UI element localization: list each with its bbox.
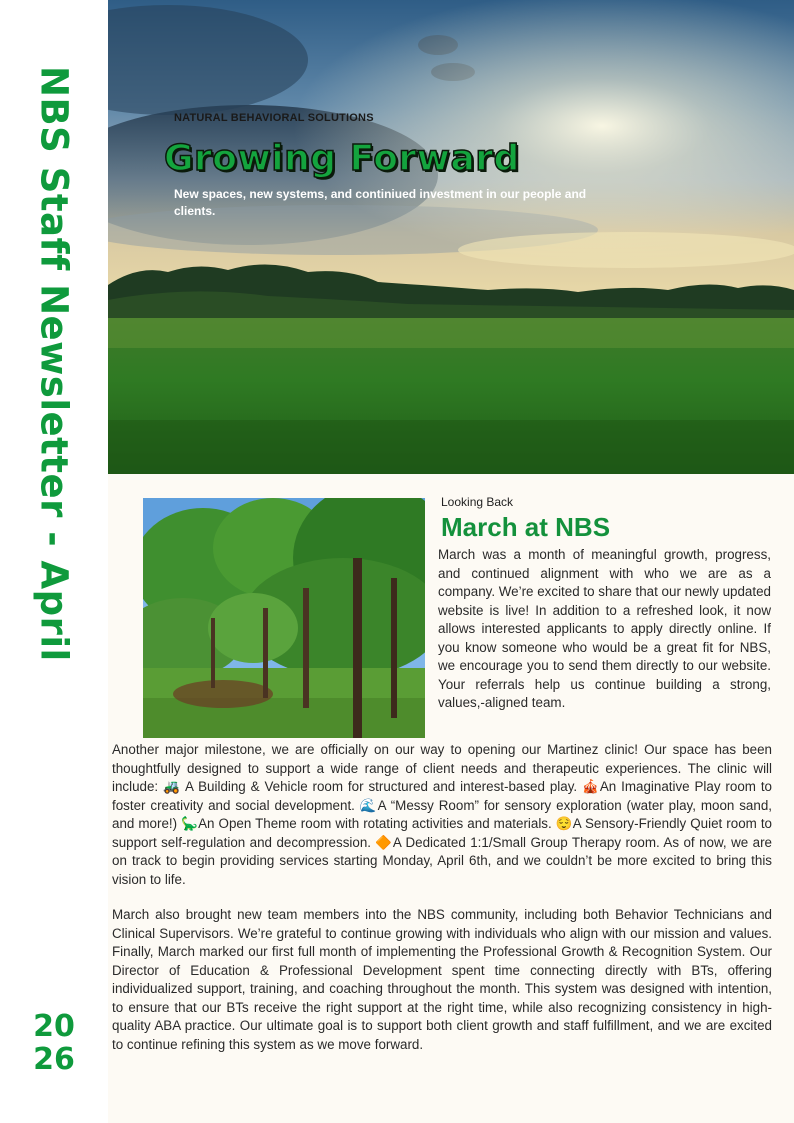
newsletter-vertical-title: NBS Staff Newsletter - April [32, 66, 76, 662]
article-section [108, 474, 794, 1123]
year-line-2: 26 [33, 1042, 75, 1077]
organization-name: NATURAL BEHAVIORAL SOLUTIONS [174, 112, 374, 124]
year-line-1: 20 [33, 1009, 75, 1044]
article-kicker: Looking Back [441, 495, 514, 509]
newsletter-year [0, 1010, 108, 1076]
park-trees-photo [143, 498, 425, 738]
article-paragraph-2: Another major milestone, we are officially on our way to opening our Martinez clinic! Our space has been thoughtfully designed to support a wide range of client needs and therapeutic experiences. The clinic will include: 🚜 A Building & Vehicle room for structured and interest-based play. 🎪An Imaginative Play room to foster creativity and social development. 🌊A “Messy Room” for sensory exploration (water play, moon sand, and more!) 🦕An Open Theme room with rotating activities and materials. 😌A Sensory-Friendly Quiet room to support self-regulation and decompression. 🔶A Dedicated 1:1/Small Group Therapy room. As of now, we are on track to begin providing services starting Monday, April 6th, and we couldn’t be more excited to bring this vision to life. [112, 742, 772, 887]
sidebar [0, 0, 108, 1123]
hero-banner [108, 0, 794, 474]
hero-title: Growing Forward [164, 138, 520, 179]
hero-subtitle: New spaces, new systems, and continiued investment in our people and clients. [174, 187, 587, 218]
article-paragraph-3: March also brought new team members into the NBS community, including both Behavior Technicians and Clinical Supervisors. We’re grateful to continue growing with individuals who align with our mission and values. Finally, March marked our first full month of implementing the Professional Growth & Recognition System. Our Director of Education & Professional Development spent time connecting directly with BTs, offering individualized support, training, and coaching throughout the month. This system was designed with intention, to ensure that our BTs receive the right support at the right time, while also recognizing consistency in high-quality ABA practice. Our ultimate goal is to support both client growth and staff fulfillment, and we are excited to continue refining this system as we move forward. [112, 907, 772, 1052]
article-paragraph-1: March was a month of meaningful growth, progress, and continued alignment with who we are as a company. We’re excited to share that our newly updated website is live! In addition to a refreshed look, it now allows interested applicants to apply directly online. If you know someone who would be a great fit for NBS, we encourage you to send them directly to our website. Your referrals help us continue building a strong, values,-aligned team. [438, 547, 771, 710]
hero-landscape-image [108, 0, 794, 474]
article-title: March at NBS [441, 512, 611, 542]
